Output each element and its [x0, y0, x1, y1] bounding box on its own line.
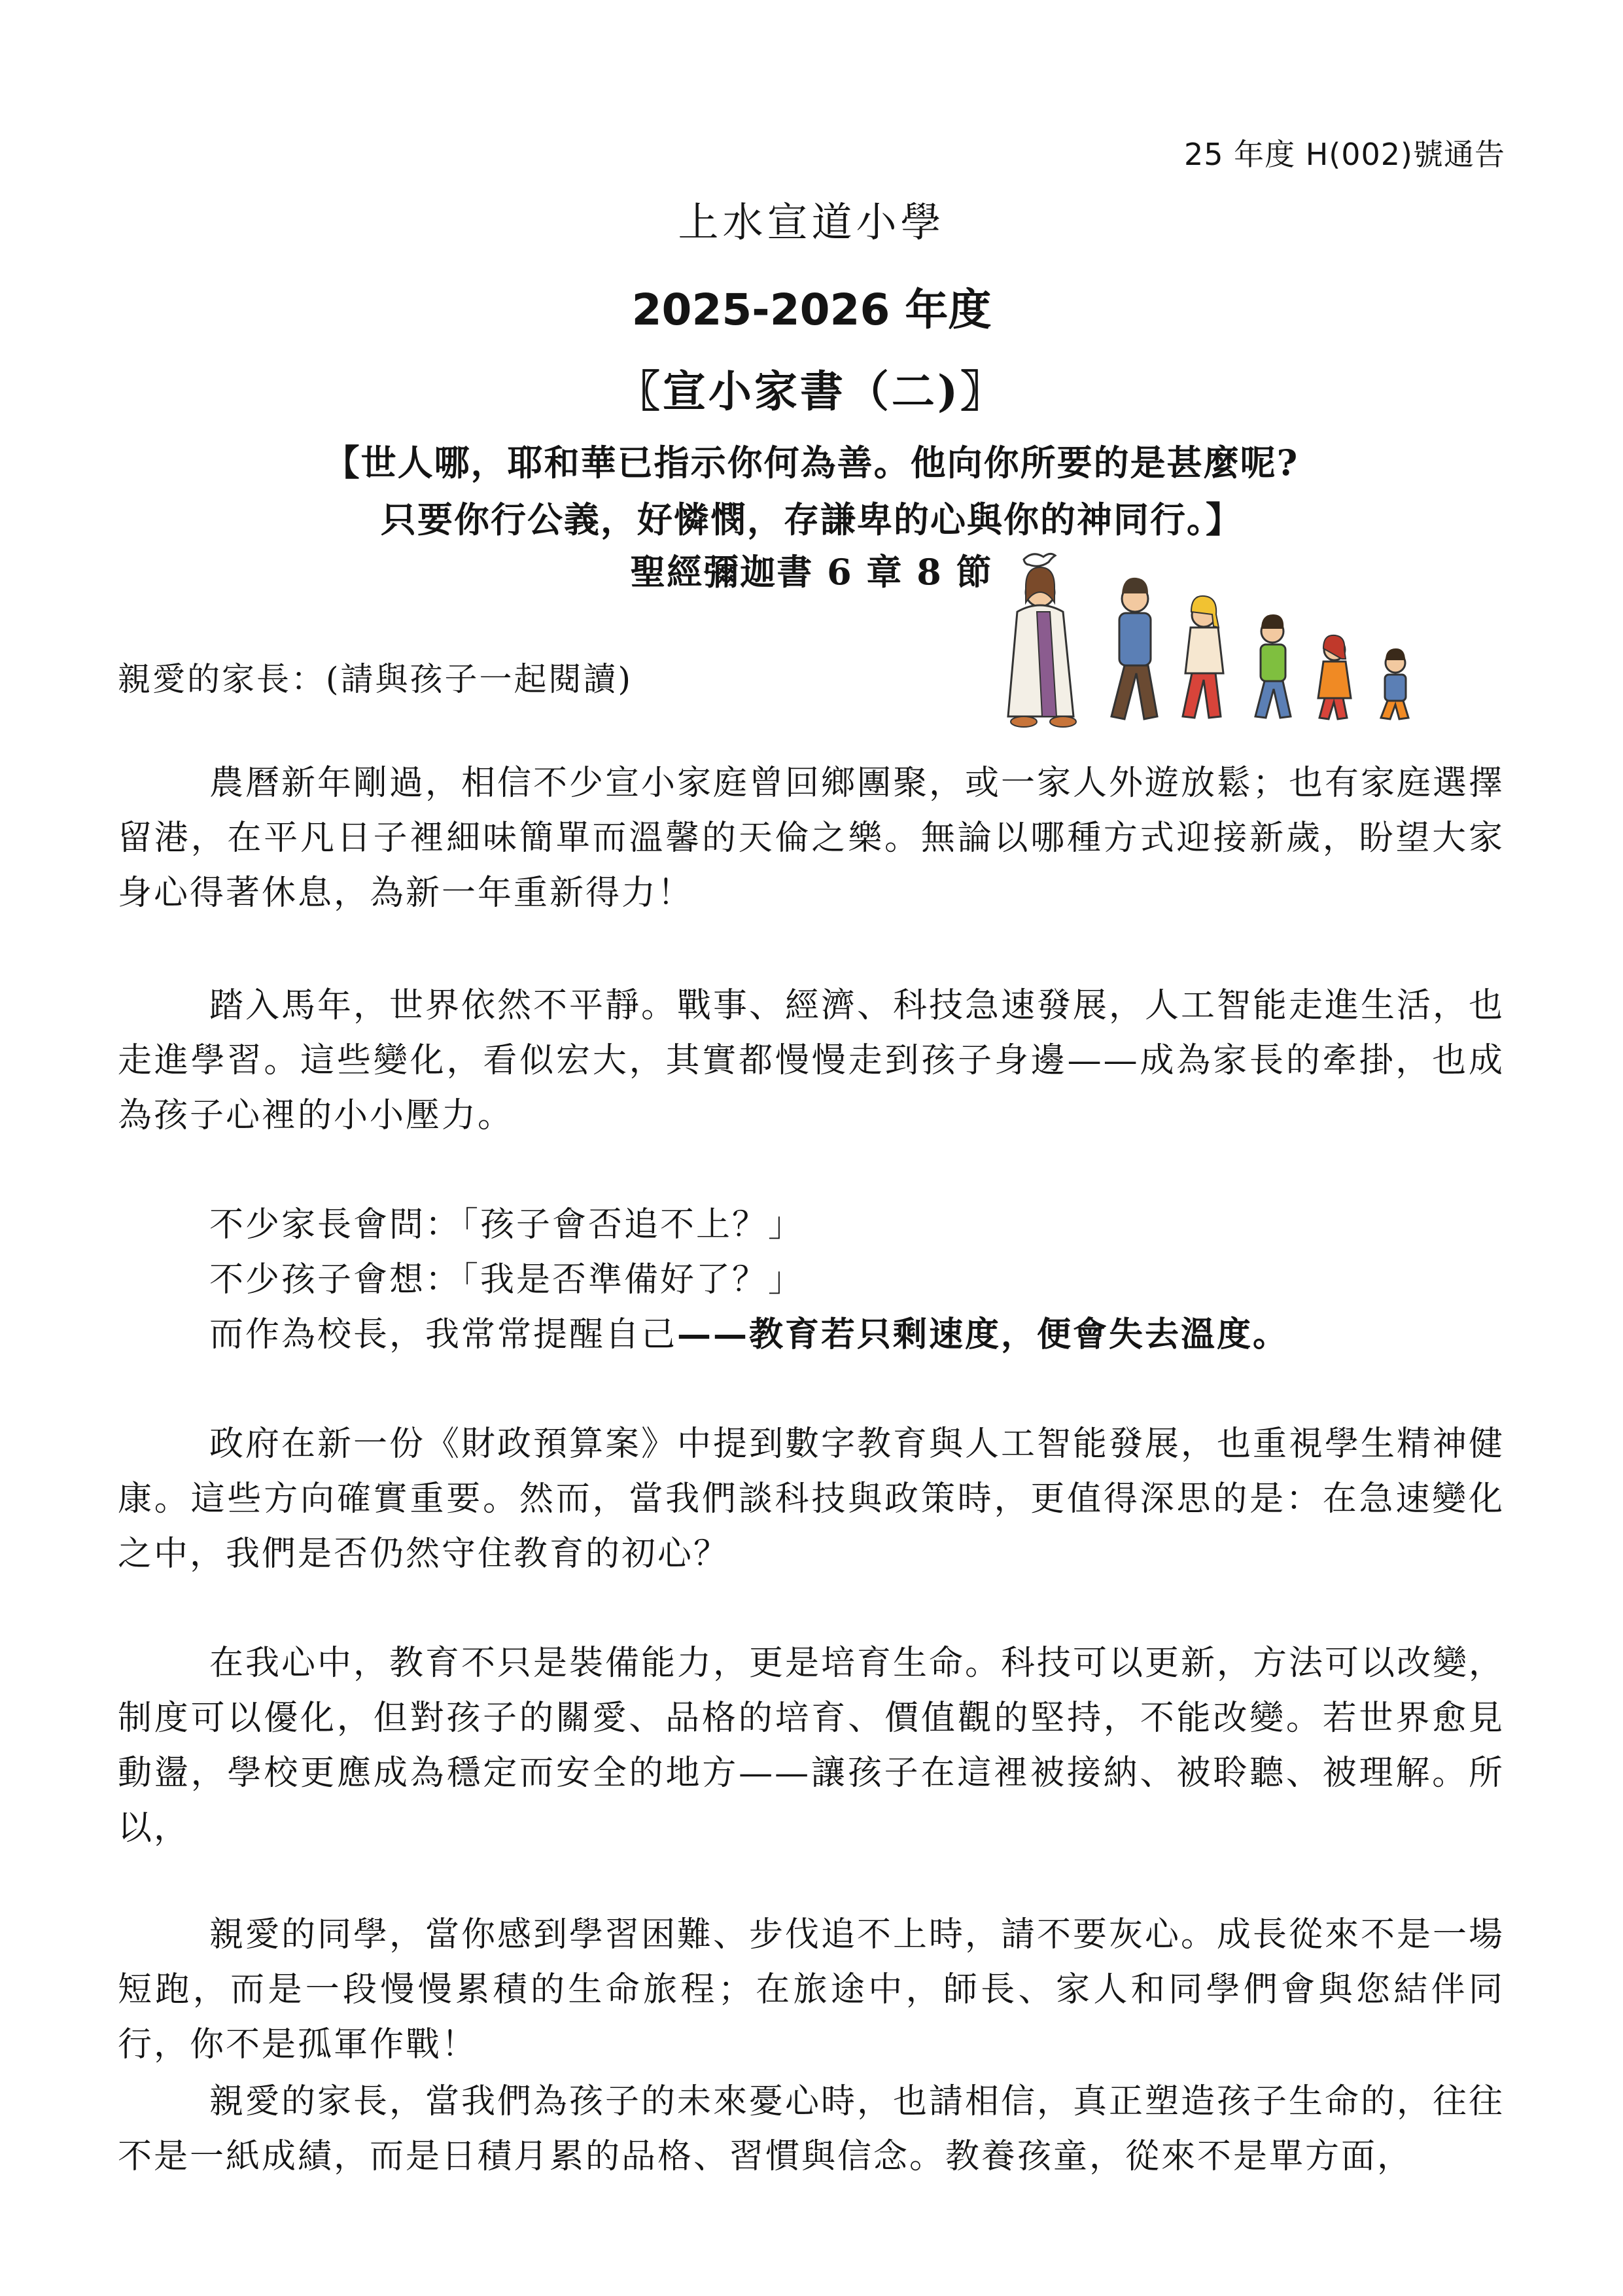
- child-figure-small: [1381, 648, 1408, 719]
- principal-line-emphasis: ——教育若只剩速度，便會失去溫度。: [677, 1315, 1289, 1354]
- dove-icon: [1024, 554, 1055, 566]
- salutation: 親愛的家長：(請與孩子一起閱讀): [118, 660, 633, 698]
- verse-line-1: 【世人哪，耶和華已指示你何為善。他向你所要的是甚麼呢?: [324, 442, 1299, 484]
- quote-line-parents: 不少家長會問：「孩子會否追不上？」: [209, 1205, 805, 1245]
- paragraph-to-parents: 親愛的家長，當我們為孩子的未來憂心時，也請相信，真正塑造孩子生命的，往往不是一紙成績，而是日積月累的品格、習慣與信念。教養孩童，從來不是單方面，: [118, 2082, 1505, 2176]
- quote-line-principal: [209, 1307, 1289, 1362]
- child-figure-orange: [1318, 635, 1351, 719]
- paragraph-year-of-horse: 踏入馬年，世界依然不平靜。戰事、經濟、科技急速發展，人工智能走進生活，也走進學習。這些變化，看似宏大，其實都慢慢走到孩子身邊——成為家長的牽掛，也成為孩子心裡的小小壓力。: [118, 986, 1505, 1135]
- verse-reference: 聖經彌迦書 6 章 8 節: [630, 551, 993, 593]
- letter-title: 〖宣小家書（二)〗: [616, 366, 1007, 417]
- jesus-figure: [1008, 567, 1076, 727]
- paragraph-to-students: 親愛的同學，當你感到學習困難、步伐追不上時，請不要灰心。成長從來不是一場短跑，而是一段慢慢累積的生命旅程；在旅途中，師長、家人和同學們會與您結伴同行，你不是孤軍作戰！: [118, 1915, 1505, 2064]
- quote-line-children: 不少孩子會想：「我是否準備好了？」: [209, 1260, 805, 1299]
- paragraph-budget: 政府在新一份《財政預算案》中提到數字教育與人工智能發展，也重視學生精神健康。這些方向確實重要。然而，當我們談科技與政策時，更值得深思的是：在急速變化之中，我們是否仍然守住教育的初心？: [118, 1424, 1505, 1574]
- school-name: 上水宣道小學: [678, 198, 945, 246]
- paragraph-education-heart: 在我心中，教育不只是裝備能力，更是培育生命。科技可以更新，方法可以改變，制度可以優化，但對孩子的關愛、品格的培育、價值觀的堅持，不能改變。若世界愈見動盪，學校更應成為穩定而安全的地方——讓孩子在這裡被接納、被聆聽、被理解。所以，: [118, 1644, 1505, 1848]
- school-year: 2025-2026 年度: [631, 285, 992, 335]
- child-figure-green: [1255, 614, 1291, 718]
- child-figure-red: [1183, 596, 1223, 718]
- notice-number: 25 年度 H(002)號通告: [1183, 137, 1505, 172]
- child-figure-blue: [1111, 578, 1157, 719]
- jesus-walking-with-children-illustration: [998, 546, 1442, 743]
- paragraph-new-year: 農曆新年剛過，相信不少宣小家庭曾回鄉團聚，或一家人外遊放鬆；也有家庭選擇留港，在平凡日子裡細味簡單而溫馨的天倫之樂。無論以哪種方式迎接新歲，盼望大家身心得著休息，為新一年重新得力！: [118, 764, 1505, 913]
- verse-line-2: 只要你行公義，好憐憫，存謙卑的心與你的神同行。】: [381, 499, 1242, 540]
- principal-line-prefix: 而作為校長，我常常提醒自己: [209, 1315, 678, 1354]
